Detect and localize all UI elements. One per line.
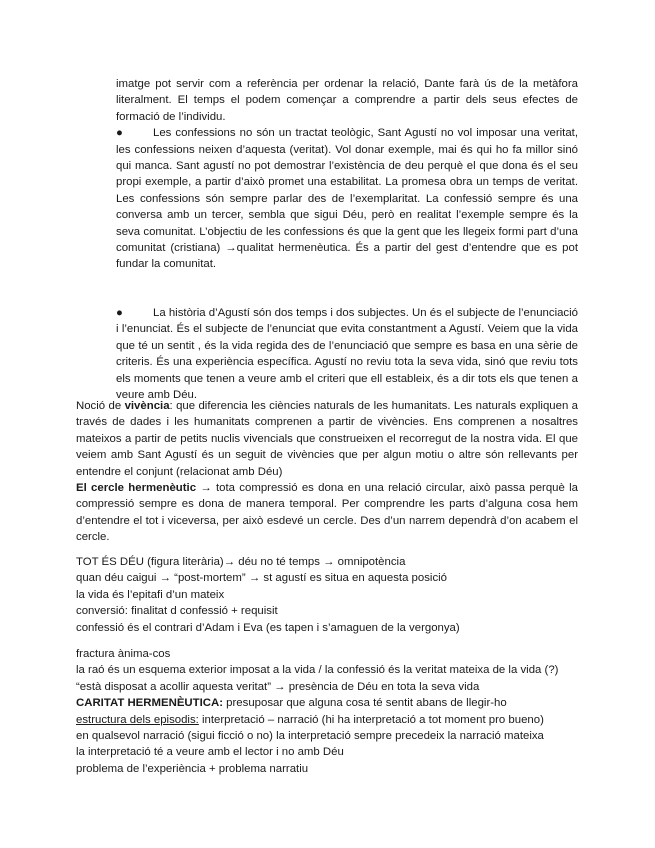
vivencia-prefix: Noció de	[76, 400, 125, 412]
historia-text: La història d’Agustí són dos temps i dos subjectes. Un és el subjecte de l’enunciació i l’enunciat. És el subjecte de l’enunciat que evita constantment a Agustí. Veiem que la vida que té un sentit , és la vida regida des de l’enunciació que sempre es basa en una sèrie de criteris. És una experiència específica. Agustí no reviu tota la seva vida, sinó que reviu tots els moments que tenen a veure amb el criteri que ell estableix, és a dir tots els que tenen a veure amb Déu.	[116, 307, 578, 402]
block-1	[116, 76, 578, 273]
cercle-text: → tota compressió es dona en una relació circular, això passa perquè la compressió sempre es dona de manera temporal. Per comprendre les parts d’alguna cosa hem d’entendre el tot i viceversa, per això esdevé un cercle. Des d’un narrem dependrà d’on acabem el cercle.	[76, 482, 578, 544]
notes-list-2	[76, 646, 596, 777]
caritat-term: CARITAT HERMENÈUTICA:	[76, 697, 224, 710]
caritat-line	[76, 695, 596, 711]
caritat-text: presuposar que alguna cosa té sentit abans de llegir-ho	[223, 697, 507, 710]
block-2	[116, 305, 578, 403]
vivencia-text: : que diferencia les ciències naturals de les humanitats. Les naturals expliquen a través de dades i les humanitats comprenen a partir de vivències. Ens comprenen a nosaltres mateixos a partir de petits nuclis vivencials que construeixen el recorregut de la nostra vida. El que veiem amb Sant Agustí és un seguit de vivències que per algun motiu o altre són rellevants per entendre el conjunt (relacionat amb Déu)	[76, 400, 579, 478]
note-line: la vida és l’epitafi d’un mateix	[76, 588, 225, 601]
note-line: fractura ànima-cos	[76, 648, 171, 660]
note-line: confessió és el contrari d’Adam i Eva (es tapen i s’amaguen de la vergonya)	[76, 621, 460, 634]
estructura-term: estructura dels episodis:	[76, 713, 199, 726]
vivencia-term: vivència	[124, 400, 170, 412]
estructura-text: interpretació – narració (hi ha interpretació a tot moment pro bueno)	[198, 713, 544, 726]
confessions-text: Les confessions no són un tractat teològic, Sant Agustí no vol imposar una veritat, les confessions neixen d’aquesta (veritat). Vol donar exemple, mai és qui ho fa millor sinó qui manca. Sant agustí no pot demostrar l’existència de deu perquè el que dona és el seu propi exemple, a partir d’això promet una estabilitat. La promesa obra un temps de veritat. Les confessions són sempre parlar des de l’exemplaritat. La confessió sempre és una conversa amb un tercer, sembla que sigui Déu, però en realitat l’exemple sempre és la seva comunitat. L’objectiu de les confessions és que la gent que les llegeix formi part d’una comunitat (cristiana) →qualitat hermenèutica. És a partir del gest d’entendre que es pot fundar la comunitat.	[116, 127, 578, 271]
note-line: quan déu caigui → “post-mortem” → st agustí es situa en aquesta posició	[76, 572, 448, 585]
note-line: la interpretació té a veure amb el lector i no amb Déu	[76, 746, 344, 759]
cercle-paragraph	[76, 480, 578, 546]
note-line: la raó és un esquema exterior imposat a la vida / la confessió és la veritat mateixa de la vida (?)	[76, 664, 559, 677]
cercle-term: El cercle hermenèutic	[76, 482, 197, 495]
bullet-icon: ●	[116, 307, 123, 319]
note-line: conversió: finalitat d confessió + requisit	[76, 605, 278, 618]
bullet-paragraph-confessions	[116, 125, 578, 273]
block-3	[76, 398, 578, 546]
note-line: problema de l’experiència + problema narratiu	[76, 762, 309, 775]
note-line: en qualsevol narració (sigui ficció o no) la interpretació sempre precedeix la narració mateixa	[76, 730, 544, 743]
vivencia-paragraph	[76, 398, 578, 480]
bullet-paragraph-historia	[116, 305, 578, 403]
estructura-line	[76, 712, 596, 728]
notes-list-1	[76, 554, 596, 636]
paragraph-continuation: imatge pot servir com a referència per ordenar la relació, Dante farà ús de la metàfora literalment. El temps el podem començar a comprendre a partir dels seus efectes de formació de l’individu.	[116, 78, 578, 123]
bullet-icon: ●	[116, 127, 123, 140]
note-line: TOT ÉS DÉU (figura literària)→ déu no té temps → omnipotència	[76, 556, 406, 568]
note-line: “està disposat a acollir aquesta veritat” → presència de Déu en tota la seva vida	[76, 680, 480, 693]
